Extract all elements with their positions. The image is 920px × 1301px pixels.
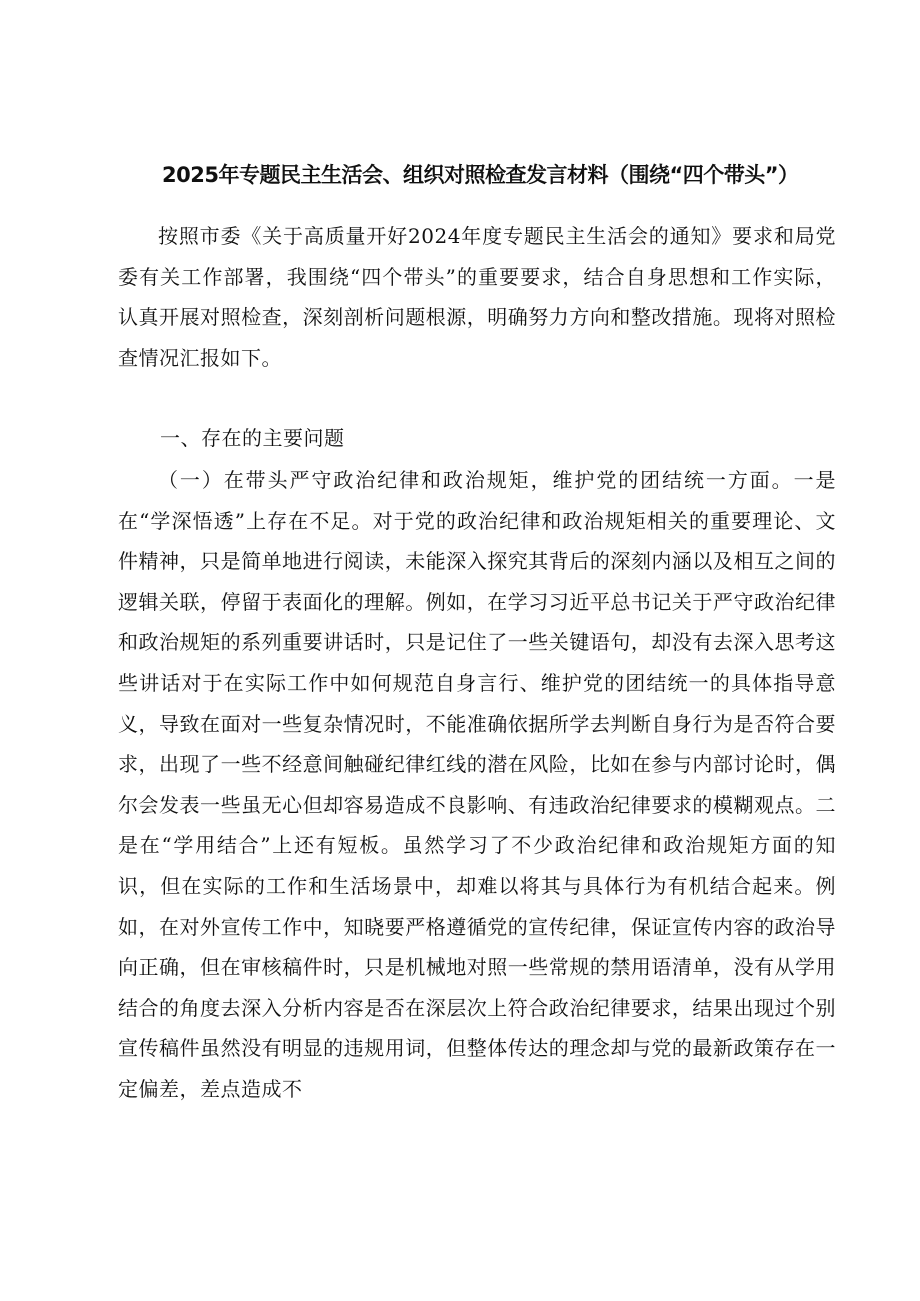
section-paragraph: （一）在带头严守政治纪律和政治规矩，维护党的团结统一方面。一是在“学深悟透”上存在不足。对于党的政治纪律和政治规矩相关的重要理论、文件精神，只是简单地进行阅读，未能深入探究其背后的深刻内涵以及相互之间的逻辑关联，停留于表面化的理解。例如，在学习习近平总书记关于严守政治纪律和政治规矩的系列重要讲话时，只是记住了一些关键语句，却没有去深入思考这些讲话对于在实际工作中如何规范自身言行、维护党的团结统一的具体指导意义，导致在面对一些复杂情况时，不能准确依据所学去判断自身行为是否符合要求，出现了一些不经意间触碰纪律红线的潜在风险，比如在参与内部讨论时，偶尔会发表一些虽无心但却容易造成不良影响、有违政治纪律要求的模糊观点。二是在“学用结合”上还有短板。虽然学习了不少政治纪律和政治规矩方面的知识，但在实际的工作和生活场景中，却难以将其与具体行为有机结合起来。例如，在对外宣传工作中，知晓要严格遵循党的宣传纪律，保证宣传内容的政治导向正确，但在审核稿件时，只是机械地对照一些常规的禁用语清单，没有从学用结合的角度去深入分析内容是否在深层次上符合政治纪律要求，结果出现过个别宣传稿件虽然没有明显的违规用词，但整体传达的理念却与党的最新政策存在一定偏差，差点造成不 — [118, 468, 836, 1101]
intro-block — [118, 216, 836, 378]
section-heading: 一、存在的主要问题 — [160, 426, 345, 450]
section-body — [118, 460, 836, 1110]
document-title: 2025年专题民主生活会、组织对照检查发言材料（围绕“四个带头”） — [162, 163, 799, 187]
intro-paragraph: 按照市委《关于高质量开好2024年度专题民主生活会的通知》要求和局党委有关工作部署，我围绕“四个带头”的重要要求，结合自身思想和工作实际，认真开展对照检查，深刻剖析问题根源，明确努力方向和整改措施。现将对照检查情况汇报如下。 — [118, 224, 836, 370]
